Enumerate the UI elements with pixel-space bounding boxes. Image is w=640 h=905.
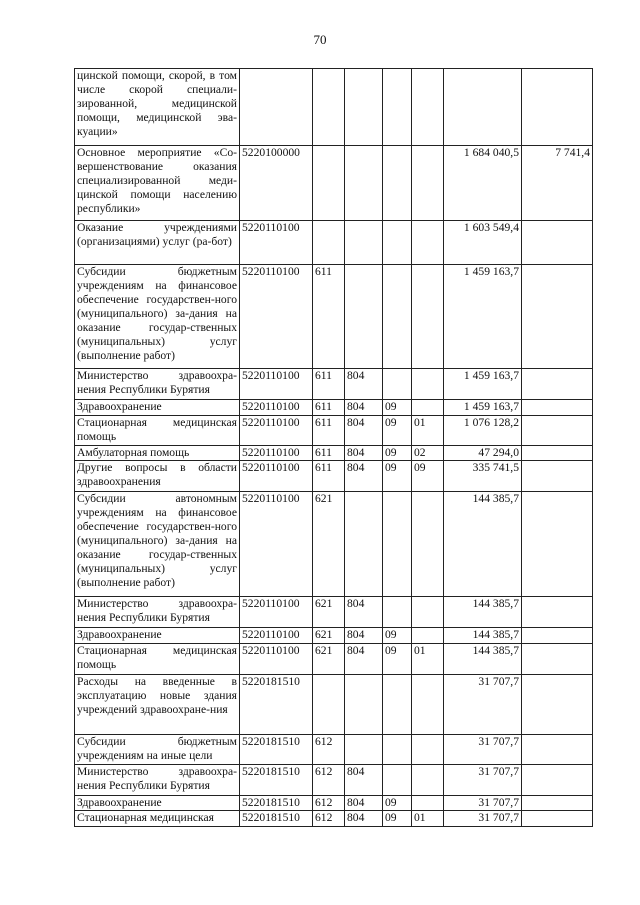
amount-cell: 144 385,7 [444, 644, 522, 675]
amount-extra-cell [522, 765, 593, 796]
section-code [383, 221, 412, 265]
subsection-code [412, 628, 444, 644]
amount-extra-cell [522, 221, 593, 265]
department-code: 804 [345, 369, 383, 400]
department-code: 804 [345, 446, 383, 461]
department-code [345, 735, 383, 765]
table-row [75, 628, 593, 644]
budget-item-name: Субсидии автономным учреждениям на финансовое обеспечение государствен-ного (муниципального) за-дания на оказание государ-ственных (муниципальных) услуг (выполнение работ) [75, 492, 240, 597]
amount-extra-cell [522, 675, 593, 735]
subsection-code [412, 765, 444, 796]
amount-extra-cell [522, 796, 593, 811]
subsection-code [412, 492, 444, 597]
budget-item-name: Субсидии бюджетным учреждениям на иные цели [75, 735, 240, 765]
department-code: 804 [345, 416, 383, 446]
table-row [75, 265, 593, 369]
expense-type-code: 621 [313, 597, 345, 628]
budget-item-name: Оказание учреждениями (организациями) услуг (ра-бот) [75, 221, 240, 265]
target-article-code: 5220100000 [240, 146, 313, 221]
expense-type-code: 611 [313, 461, 345, 492]
department-code [345, 675, 383, 735]
department-code: 804 [345, 765, 383, 796]
target-article-code: 5220110100 [240, 221, 313, 265]
subsection-code [412, 146, 444, 221]
target-article-code: 5220110100 [240, 416, 313, 446]
amount-extra-cell [522, 265, 593, 369]
subsection-code [412, 735, 444, 765]
section-code [383, 69, 412, 146]
budget-item-name: Другие вопросы в области здравоохранения [75, 461, 240, 492]
amount-cell: 144 385,7 [444, 492, 522, 597]
amount-extra-cell [522, 735, 593, 765]
amount-cell: 335 741,5 [444, 461, 522, 492]
amount-extra-cell [522, 492, 593, 597]
target-article-code [240, 69, 313, 146]
budget-item-name: Стационарная медицинская помощь [75, 644, 240, 675]
expense-type-code [313, 146, 345, 221]
section-code: 09 [383, 446, 412, 461]
budget-item-name: Министерство здравоохра-нения Республики Бурятия [75, 369, 240, 400]
target-article-code: 5220110100 [240, 265, 313, 369]
department-code [345, 492, 383, 597]
section-code: 09 [383, 796, 412, 811]
section-code [383, 597, 412, 628]
budget-item-name: Здравоохранение [75, 628, 240, 644]
amount-cell: 144 385,7 [444, 597, 522, 628]
amount-cell: 47 294,0 [444, 446, 522, 461]
amount-cell: 1 459 163,7 [444, 265, 522, 369]
table-row [75, 416, 593, 446]
budget-item-name: Субсидии бюджетным учреждениям на финансовое обеспечение государствен-ного (муниципального) за-дания на оказание государ-ственных (муниципальных) услуг (выполнение работ) [75, 265, 240, 369]
target-article-code: 5220110100 [240, 461, 313, 492]
target-article-code: 5220110100 [240, 446, 313, 461]
expense-type-code: 612 [313, 796, 345, 811]
section-code [383, 146, 412, 221]
budget-item-name: Расходы на введенные в эксплуатацию новые здания учреждений здравоохране-ния [75, 675, 240, 735]
table-row [75, 597, 593, 628]
budget-item-name: Министерство здравоохра-нения Республики Бурятия [75, 597, 240, 628]
subsection-code [412, 675, 444, 735]
department-code: 804 [345, 461, 383, 492]
amount-cell [444, 69, 522, 146]
page-number: 70 [313, 32, 327, 47]
amount-extra-cell [522, 597, 593, 628]
target-article-code: 5220110100 [240, 597, 313, 628]
table-row [75, 221, 593, 265]
department-code [345, 221, 383, 265]
section-code [383, 492, 412, 597]
section-code: 09 [383, 811, 412, 827]
amount-cell: 31 707,7 [444, 675, 522, 735]
section-code: 09 [383, 400, 412, 416]
table-row [75, 765, 593, 796]
amount-cell: 144 385,7 [444, 628, 522, 644]
table-row [75, 69, 593, 146]
target-article-code: 5220181510 [240, 735, 313, 765]
amount-cell: 31 707,7 [444, 765, 522, 796]
section-code [383, 265, 412, 369]
section-code: 09 [383, 461, 412, 492]
department-code: 804 [345, 597, 383, 628]
department-code: 804 [345, 400, 383, 416]
target-article-code: 5220181510 [240, 796, 313, 811]
expense-type-code [313, 221, 345, 265]
expense-type-code: 611 [313, 416, 345, 446]
expense-type-code: 621 [313, 492, 345, 597]
budget-item-name: Стационарная медицинская помощь [75, 416, 240, 446]
budget-item-name: Здравоохранение [75, 400, 240, 416]
amount-extra-cell [522, 416, 593, 446]
subsection-code [412, 400, 444, 416]
table-row [75, 446, 593, 461]
target-article-code: 5220110100 [240, 369, 313, 400]
table-row [75, 735, 593, 765]
subsection-code [412, 796, 444, 811]
amount-cell: 1 459 163,7 [444, 369, 522, 400]
table-row [75, 811, 593, 827]
subsection-code [412, 369, 444, 400]
section-code [383, 369, 412, 400]
table-row [75, 675, 593, 735]
target-article-code: 5220110100 [240, 644, 313, 675]
amount-cell: 31 707,7 [444, 796, 522, 811]
amount-extra-cell [522, 811, 593, 827]
section-code [383, 735, 412, 765]
amount-extra-cell [522, 69, 593, 146]
subsection-code [412, 597, 444, 628]
amount-cell: 31 707,7 [444, 811, 522, 827]
budget-item-name: Здравоохранение [75, 796, 240, 811]
subsection-code [412, 69, 444, 146]
budget-item-name: Основное мероприятие «Со-вершенствование оказания специализированной меди-цинской помощи населению республики» [75, 146, 240, 221]
expense-type-code: 621 [313, 628, 345, 644]
budget-item-name: Амбулаторная помощь [75, 446, 240, 461]
table-row [75, 369, 593, 400]
target-article-code: 5220110100 [240, 628, 313, 644]
section-code: 09 [383, 628, 412, 644]
department-code: 804 [345, 796, 383, 811]
table-row [75, 492, 593, 597]
target-article-code: 5220110100 [240, 492, 313, 597]
subsection-code: 02 [412, 446, 444, 461]
amount-extra-cell [522, 644, 593, 675]
expense-type-code: 611 [313, 446, 345, 461]
amount-extra-cell [522, 400, 593, 416]
expense-type-code: 621 [313, 644, 345, 675]
subsection-code: 01 [412, 416, 444, 446]
amount-extra-cell [522, 461, 593, 492]
subsection-code [412, 265, 444, 369]
department-code: 804 [345, 811, 383, 827]
amount-cell: 1 684 040,5 [444, 146, 522, 221]
amount-extra-cell [522, 628, 593, 644]
amount-extra-cell [522, 369, 593, 400]
expense-type-code [313, 69, 345, 146]
expense-type-code: 611 [313, 369, 345, 400]
department-code [345, 265, 383, 369]
table-row [75, 796, 593, 811]
amount-extra-cell: 7 741,4 [522, 146, 593, 221]
department-code: 804 [345, 644, 383, 675]
amount-extra-cell [522, 446, 593, 461]
expense-type-code: 611 [313, 265, 345, 369]
expense-type-code: 611 [313, 400, 345, 416]
amount-cell: 1 603 549,4 [444, 221, 522, 265]
department-code [345, 69, 383, 146]
section-code: 09 [383, 644, 412, 675]
table-row [75, 461, 593, 492]
target-article-code: 5220181510 [240, 765, 313, 796]
amount-cell: 31 707,7 [444, 735, 522, 765]
target-article-code: 5220181510 [240, 811, 313, 827]
department-code: 804 [345, 628, 383, 644]
expense-type-code: 612 [313, 735, 345, 765]
section-code: 09 [383, 416, 412, 446]
subsection-code: 01 [412, 644, 444, 675]
budget-item-name: Министерство здравоохра-нения Республики Бурятия [75, 765, 240, 796]
subsection-code [412, 221, 444, 265]
budget-table [74, 68, 593, 827]
expense-type-code: 612 [313, 811, 345, 827]
table-row [75, 146, 593, 221]
budget-item-name: цинской помощи, скорой, в том числе скорой специали-зированной, медицинской помощи, медицинской эва-куации» [75, 69, 240, 146]
budget-item-name: Стационарная медицинская [75, 811, 240, 827]
target-article-code: 5220181510 [240, 675, 313, 735]
section-code [383, 765, 412, 796]
expense-type-code: 612 [313, 765, 345, 796]
amount-cell: 1 076 128,2 [444, 416, 522, 446]
department-code [345, 146, 383, 221]
subsection-code: 09 [412, 461, 444, 492]
expense-type-code [313, 675, 345, 735]
subsection-code: 01 [412, 811, 444, 827]
table-row [75, 644, 593, 675]
target-article-code: 5220110100 [240, 400, 313, 416]
section-code [383, 675, 412, 735]
amount-cell: 1 459 163,7 [444, 400, 522, 416]
table-row [75, 400, 593, 416]
